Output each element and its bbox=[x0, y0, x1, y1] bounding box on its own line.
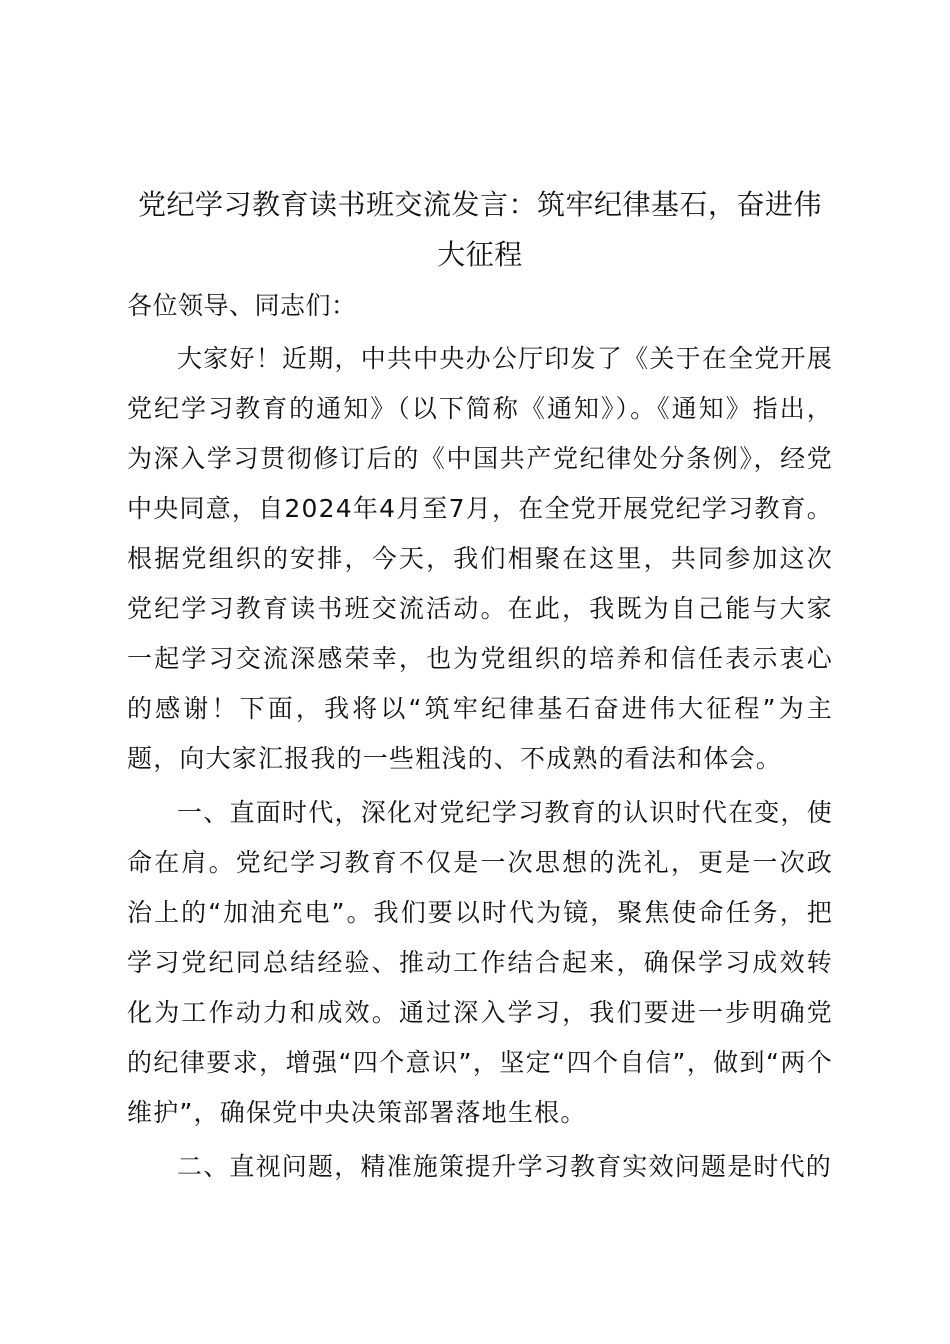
salutation: 各位领导、同志们： bbox=[127, 291, 357, 320]
paragraph-opening: 大家好！近期，中共中央办公厅印发了《关于在全党开展党纪学习教育的通知》（以下简称《通知》）。《通知》指出，为深入学习贯彻修订后的《中国共产党纪律处分条例》，经党中央同意，自2024年4月至7月，在全党开展党纪学习教育。根据党组织的安排，今天，我们相聚在这里，共同参加这次党纪学习教育读书班交流活动。在此，我既为自己能与大家一起学习交流深感荣幸，也为党组织的培养和信任表示衷心的感谢！下面，我将以“筑牢纪律基石奋进伟大征程”为主题，向大家汇报我的一些粗浅的、不成熟的看法和体会。 bbox=[127, 344, 833, 773]
document-body bbox=[127, 180, 833, 1192]
paragraph-section-one: 一、直面时代，深化对党纪学习教育的认识时代在变，使命在肩。党纪学习教育不仅是一次思想的洗礼，更是一次政治上的“加油充电”。我们要以时代为镜，聚焦使命任务，把学习党纪同总结经验、推动工作结合起来，确保学习成效转化为工作动力和成效。通过深入学习，我们要进一步明确党的纪律要求，增强“四个意识”，坚定“四个自信”，做到“两个维护”，确保党中央决策部署落地生根。 bbox=[127, 798, 833, 1127]
paragraph-section-two: 二、直视问题，精准施策提升学习教育实效问题是时代的 bbox=[177, 1152, 833, 1181]
document-title: 党纪学习教育读书班交流发言：筑牢纪律基石，奋进伟大征程 bbox=[137, 188, 822, 271]
